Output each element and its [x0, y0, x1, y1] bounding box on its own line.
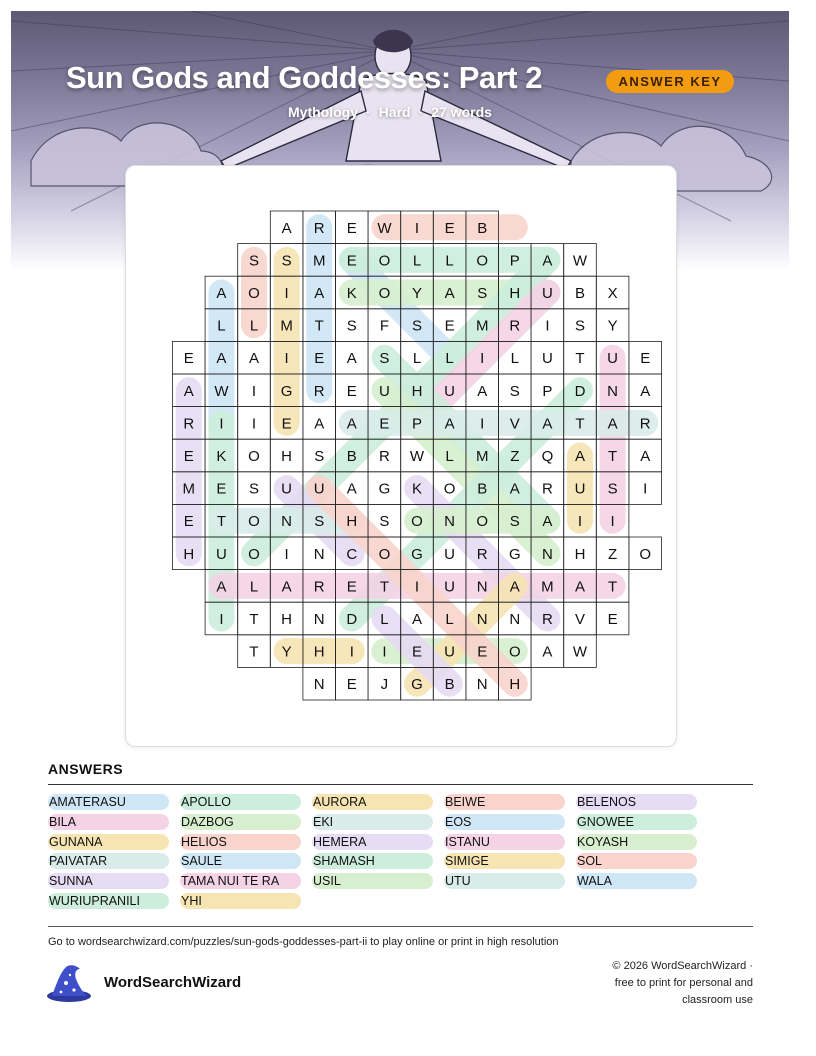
- grid-letter: G: [411, 676, 423, 694]
- grid-letter: T: [575, 415, 585, 433]
- grid-letter: I: [382, 643, 387, 661]
- grid-letter: E: [183, 350, 194, 368]
- grid-letter: A: [607, 415, 618, 433]
- grid-letter: A: [542, 415, 553, 433]
- grid-letter: Y: [281, 643, 292, 661]
- grid-letter: T: [608, 578, 618, 596]
- grid-letter: G: [280, 382, 293, 400]
- grid-letter: S: [477, 285, 488, 302]
- grid-letter: W: [214, 382, 229, 400]
- copyright-line: classroom use: [682, 994, 753, 1006]
- grid-letter: J: [380, 676, 389, 694]
- grid-letter: E: [183, 448, 194, 465]
- grid-letter: U: [313, 480, 325, 498]
- grid-letter: L: [510, 350, 519, 368]
- answer-word: TAMA NUI TE RA: [180, 873, 301, 889]
- grid-letter: B: [346, 448, 357, 465]
- grid-letter: A: [542, 513, 553, 531]
- grid-letter: T: [575, 350, 585, 368]
- grid-letter: N: [313, 676, 325, 694]
- answer-word: KOYASH: [576, 834, 697, 850]
- grid-letter: O: [476, 252, 489, 270]
- grid-letter: L: [412, 350, 422, 368]
- grid-letter: M: [182, 480, 196, 498]
- grid-letter: A: [542, 252, 553, 270]
- grid-letter: K: [346, 285, 357, 302]
- grid-letter: I: [545, 317, 550, 335]
- grid-letter: D: [574, 382, 586, 400]
- grid-letter: I: [284, 285, 289, 302]
- grid-letter: U: [378, 382, 390, 400]
- grid-letter: L: [249, 578, 259, 596]
- grid-letter: N: [476, 611, 488, 628]
- grid-letter: I: [414, 578, 420, 596]
- grid-letter: H: [183, 545, 195, 563]
- grid-letter: U: [541, 350, 553, 368]
- grid-letter: E: [346, 382, 357, 400]
- grid-letter: H: [281, 611, 293, 628]
- grid-letter: A: [281, 578, 292, 596]
- grid-letter: M: [312, 252, 326, 270]
- grid-letter: A: [444, 415, 455, 433]
- grid-letter: O: [378, 252, 391, 270]
- grid-letter: U: [281, 480, 293, 498]
- grid-letter: S: [346, 317, 357, 335]
- grid-letter: G: [508, 545, 521, 563]
- grid-letter: W: [572, 643, 588, 661]
- footer-divider: [48, 926, 753, 927]
- answer-word: BELENOS: [576, 794, 697, 810]
- difficulty-label: Hard: [378, 104, 411, 120]
- grid-letter: E: [346, 219, 357, 237]
- word-count-label: 27 words: [431, 104, 492, 120]
- grid-letter: S: [379, 350, 390, 368]
- grid-letter: B: [444, 676, 455, 694]
- grid-letter: O: [378, 545, 391, 563]
- grid-letter: E: [346, 578, 357, 596]
- answer-word: SOL: [576, 853, 697, 869]
- meta-separator: ·: [418, 104, 424, 120]
- answer-word: BILA: [48, 814, 169, 830]
- answer-word: USIL: [312, 873, 433, 889]
- grid-letter: V: [509, 415, 520, 433]
- grid-letter: A: [216, 578, 227, 596]
- answers-heading: ANSWERS: [48, 761, 124, 777]
- grid-letter: R: [378, 448, 390, 465]
- grid-letter: E: [346, 676, 357, 694]
- grid-letter: A: [509, 578, 520, 596]
- grid-letter: A: [640, 448, 651, 465]
- grid-letter: H: [411, 382, 423, 400]
- grid-letter: G: [411, 545, 423, 563]
- grid-letter: A: [216, 350, 227, 368]
- grid-letter: U: [444, 382, 456, 400]
- grid-letter: I: [251, 382, 257, 400]
- grid-letter: U: [541, 285, 553, 302]
- grid-letter: N: [541, 545, 553, 563]
- grid-letter: S: [411, 317, 423, 335]
- grid-letter: N: [313, 611, 325, 628]
- grid-letter: O: [508, 643, 521, 661]
- grid-letter: E: [281, 415, 292, 433]
- answer-word: DAZBOG: [180, 814, 301, 830]
- grid-letter: R: [183, 415, 195, 433]
- grid-letter: X: [607, 285, 618, 302]
- copyright-notice: [553, 958, 753, 1009]
- grid-letter: A: [346, 415, 357, 433]
- grid-letter: T: [314, 317, 324, 335]
- answer-word: ISTANU: [444, 834, 565, 850]
- grid-letter: I: [610, 513, 615, 531]
- grid-letter: I: [480, 350, 485, 368]
- grid-letter: S: [281, 252, 292, 270]
- grid-letter: H: [509, 285, 521, 302]
- grid-letter: A: [574, 578, 586, 596]
- answer-word: HELIOS: [180, 834, 301, 850]
- grid-letter: E: [346, 252, 357, 270]
- grid-letter: N: [607, 382, 619, 400]
- grid-letter: N: [476, 676, 488, 694]
- grid-letter: R: [313, 578, 325, 596]
- answer-word: AMATERASU: [48, 794, 169, 810]
- answer-word: WURIUPRANILI: [48, 893, 169, 909]
- grid-letter: H: [281, 448, 293, 465]
- grid-letter: Y: [607, 317, 618, 335]
- grid-letter: O: [248, 448, 260, 465]
- grid-letter: S: [314, 513, 325, 531]
- grid-letter: M: [280, 317, 293, 335]
- grid-letter: L: [445, 252, 454, 270]
- grid-letter: N: [281, 513, 293, 531]
- grid-letter: E: [314, 350, 325, 368]
- grid-letter: W: [409, 448, 425, 465]
- category-label: Mythology: [288, 104, 358, 120]
- grid-letter: O: [443, 480, 456, 498]
- grid-letter: A: [477, 382, 488, 400]
- grid-letter: T: [216, 513, 226, 531]
- grid-letter: S: [314, 448, 325, 465]
- grid-letter: K: [411, 480, 423, 498]
- grid-letter: C: [346, 545, 358, 563]
- grid-letter: A: [281, 219, 292, 237]
- grid-letter: P: [411, 415, 423, 433]
- grid-letter: O: [248, 545, 260, 563]
- grid-letter: U: [444, 643, 456, 661]
- grid-letter: L: [445, 448, 454, 465]
- grid-letter: S: [509, 513, 520, 531]
- grid-letter: T: [379, 578, 389, 596]
- grid-letter: T: [249, 611, 259, 628]
- answer-word: BEIWE: [444, 794, 565, 810]
- grid-letter: U: [574, 480, 586, 498]
- grid-letter: W: [572, 252, 588, 270]
- grid-letter: E: [607, 611, 618, 628]
- grid-letter: A: [574, 448, 586, 465]
- grid-letter: A: [183, 382, 194, 400]
- grid-letter: L: [412, 252, 422, 270]
- copyright-line: © 2026 WordSearchWizard ·: [612, 960, 753, 972]
- grid-letter: P: [542, 382, 553, 400]
- grid-letter: L: [380, 611, 389, 628]
- grid-letter: N: [444, 513, 456, 531]
- grid-letter: R: [509, 317, 521, 335]
- answer-word: GNOWEE: [576, 814, 697, 830]
- grid-letter: I: [577, 513, 583, 531]
- grid-letter: E: [183, 513, 194, 531]
- grid-letter: R: [313, 382, 325, 400]
- meta-separator: ·: [366, 104, 371, 120]
- grid-letter: S: [574, 317, 586, 335]
- answer-word: AURORA: [312, 794, 433, 810]
- grid-letter: U: [444, 545, 456, 563]
- grid-letter: A: [346, 350, 357, 368]
- grid-letter: A: [248, 350, 260, 368]
- grid-letter: B: [477, 219, 488, 237]
- grid-letter: I: [251, 415, 257, 433]
- answer-word: UTU: [444, 873, 565, 889]
- grid-letter: O: [248, 285, 260, 302]
- grid-letter: A: [314, 285, 325, 302]
- answer-word: EKI: [312, 814, 433, 830]
- answer-word: WALA: [576, 873, 697, 889]
- answer-word: SAULE: [180, 853, 301, 869]
- grid-letter: S: [509, 382, 520, 400]
- grid-letter: A: [509, 480, 520, 498]
- grid-letter: V: [574, 611, 586, 628]
- grid-letter: H: [574, 545, 586, 563]
- grid-letter: A: [411, 611, 423, 628]
- grid-letter: R: [541, 480, 553, 498]
- grid-letter: T: [608, 448, 618, 465]
- grid-letter: I: [414, 219, 420, 237]
- grid-letter: U: [444, 578, 456, 596]
- brand-name: WordSearchWizard: [104, 974, 242, 991]
- grid-letter: L: [249, 317, 259, 335]
- grid-letter: I: [219, 415, 224, 433]
- grid-letter: E: [216, 480, 227, 498]
- grid-letter: E: [477, 643, 488, 661]
- answer-word: SHAMASH: [312, 853, 433, 869]
- grid-letter: N: [476, 578, 488, 596]
- grid-letter: R: [541, 611, 553, 628]
- grid-letter: Q: [541, 448, 554, 465]
- answer-word: GUNANA: [48, 834, 169, 850]
- page-title: Sun Gods and Goddesses: Part 2: [66, 60, 542, 95]
- grid-letter: A: [444, 285, 455, 302]
- wizard-hat-icon: [46, 963, 92, 1005]
- grid-letter: F: [379, 317, 389, 335]
- grid-letter: B: [477, 480, 488, 498]
- grid-letter: A: [346, 480, 357, 498]
- answer-word: YHI: [180, 893, 301, 909]
- grid-letter: N: [509, 611, 521, 628]
- grid-letter: I: [284, 545, 289, 563]
- grid-letter: H: [509, 676, 521, 694]
- grid-letter: O: [248, 513, 260, 531]
- grid-letter: O: [411, 513, 423, 531]
- grid-letter: I: [219, 611, 224, 628]
- grid-letter: E: [411, 643, 423, 661]
- grid-letter: S: [607, 480, 618, 498]
- copyright-line: free to print for personal and: [614, 977, 753, 989]
- grid-letter: U: [607, 350, 619, 368]
- grid-letter: B: [574, 285, 586, 302]
- grid-letter: O: [476, 513, 489, 531]
- answers-divider: [48, 784, 753, 785]
- grid-letter: K: [216, 448, 227, 465]
- grid-letter: O: [378, 285, 391, 302]
- grid-letter: H: [346, 513, 358, 531]
- grid-letter: I: [349, 643, 354, 661]
- grid-letter: L: [445, 350, 454, 368]
- grid-letter: M: [475, 448, 489, 465]
- grid-letter: U: [215, 545, 227, 563]
- grid-letter: I: [284, 350, 289, 368]
- grid-letter: W: [377, 219, 392, 237]
- grid-letter: L: [445, 611, 454, 628]
- grid-letter: I: [480, 415, 485, 433]
- grid-letter: G: [378, 480, 391, 498]
- answer-word: PAIVATAR: [48, 853, 169, 869]
- grid-letter: A: [216, 285, 227, 302]
- grid-letter: A: [314, 415, 325, 433]
- answer-word: HEMERA: [312, 834, 433, 850]
- grid-letter: O: [639, 545, 652, 563]
- grid-letter: Z: [608, 545, 618, 563]
- answer-word: SUNNA: [48, 873, 169, 889]
- grid-letter: T: [249, 643, 259, 661]
- grid-letter: A: [640, 382, 651, 400]
- grid-letter: E: [379, 415, 390, 433]
- grid-letter: H: [313, 643, 325, 661]
- answer-word: APOLLO: [180, 794, 301, 810]
- grid-letter: S: [248, 252, 260, 270]
- grid-letter: D: [346, 611, 358, 628]
- grid-letter: R: [476, 545, 488, 563]
- grid-letter: A: [542, 643, 553, 661]
- grid-letter: P: [509, 252, 520, 270]
- grid-letter: N: [313, 545, 325, 563]
- footer-link-text[interactable]: Go to wordsearchwizard.com/puzzles/sun-gods-goddesses-part-ii to play online or print in high resolution: [48, 936, 559, 948]
- answer-word: SIMIGE: [444, 853, 565, 869]
- grid-letter: Y: [411, 285, 423, 302]
- grid-letter: I: [643, 480, 648, 498]
- answer-key-badge: ANSWER KEY: [606, 70, 734, 93]
- grid-letter: Z: [510, 448, 520, 465]
- grid-letter: E: [444, 317, 455, 335]
- grid-letter: R: [313, 219, 325, 237]
- grid-letter: E: [640, 350, 651, 368]
- answer-word: EOS: [444, 814, 565, 830]
- grid-letter: S: [248, 480, 260, 498]
- grid-letter: M: [541, 578, 554, 596]
- grid-letter: S: [379, 513, 390, 531]
- grid-letter: E: [444, 219, 455, 237]
- grid-letter: R: [639, 415, 651, 433]
- grid-letter: M: [475, 317, 489, 335]
- grid-letter: L: [217, 317, 226, 335]
